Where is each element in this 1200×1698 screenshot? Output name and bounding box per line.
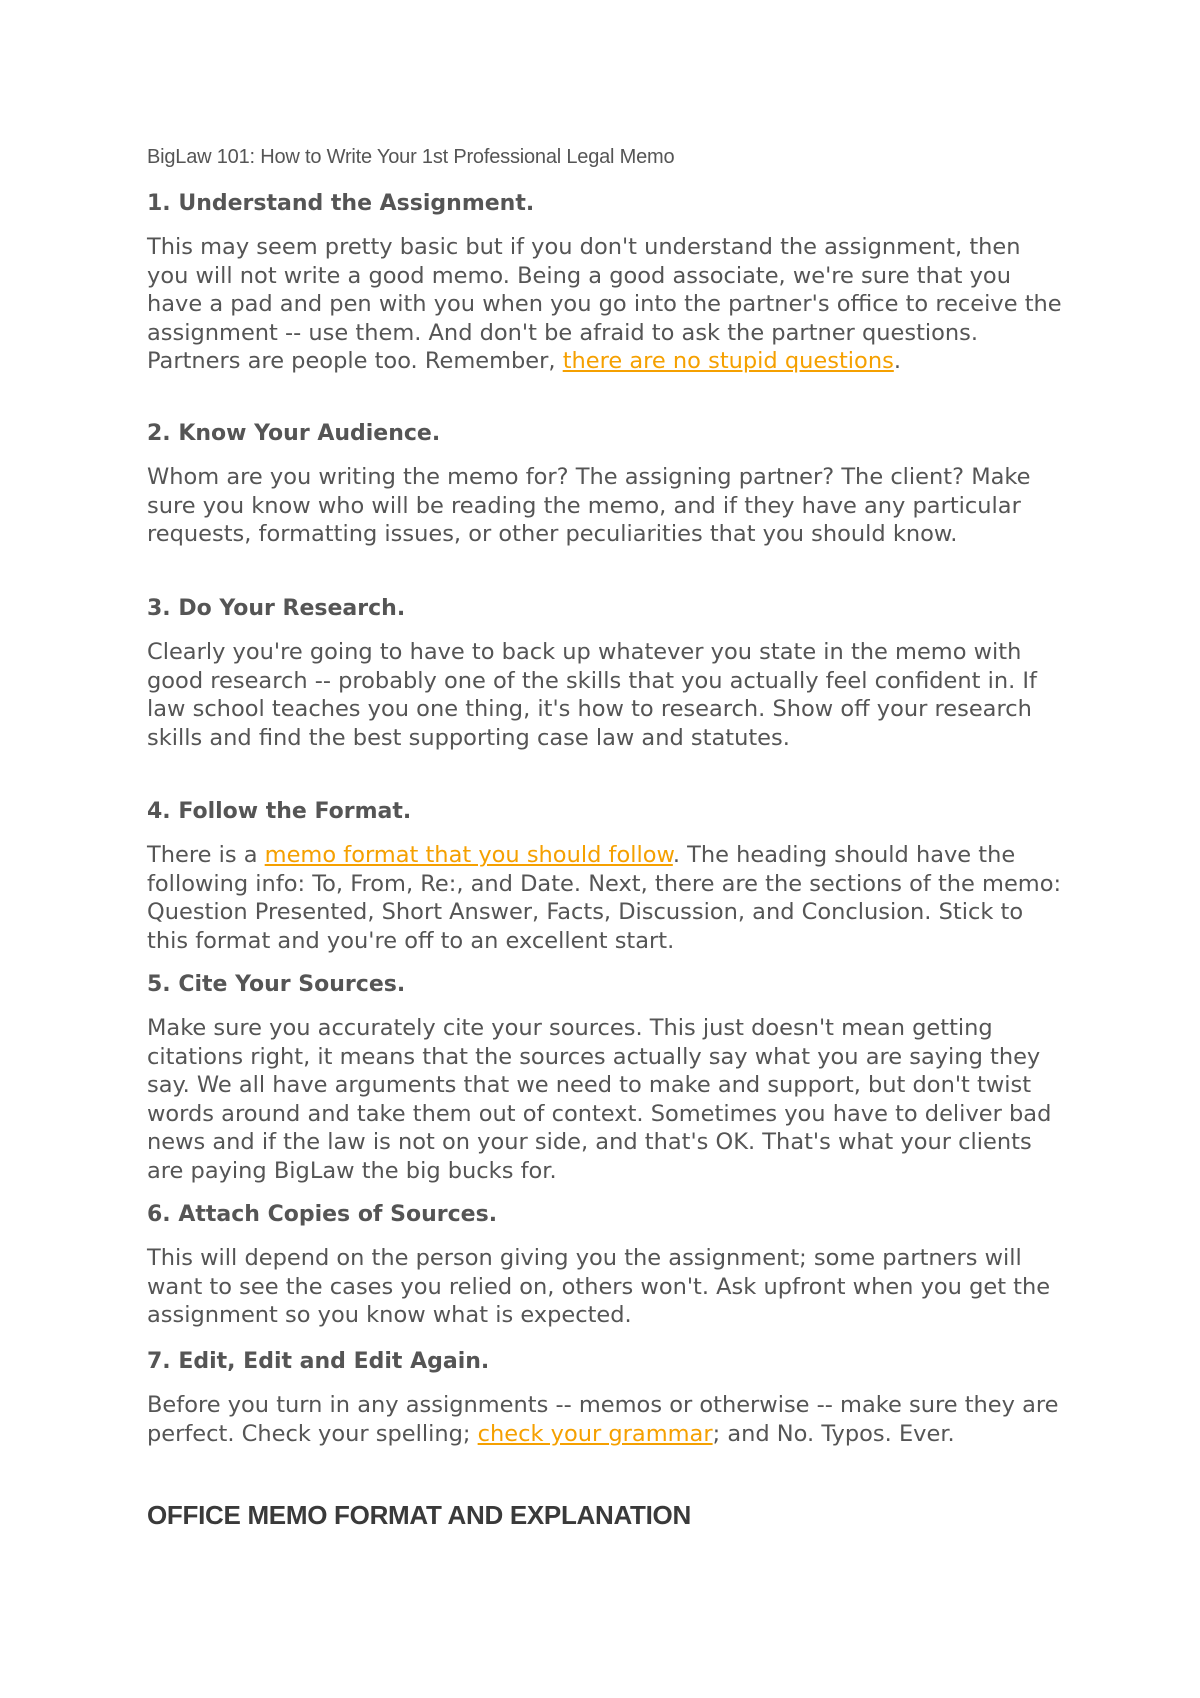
section-understand-assignment [147, 190, 1067, 376]
section-attach-copies [147, 1201, 1067, 1330]
document-title: BigLaw 101: How to Write Your 1st Professional Legal Memo [147, 146, 675, 168]
section-body: Make sure you accurately cite your sources. This just doesn't mean getting citations right, it means that the sources actually say what you are saying they say. We all have arguments that we need to make and support, but don't twist words around and take them out of context. Sometimes you have to deliver bad news and if the law is not on your side, and that's OK. That's what your clients are paying BigLaw the big bucks for. [147, 1015, 1052, 1184]
section-cite-sources [147, 971, 1067, 1185]
body-text: ; and No. Typos. Ever. [712, 1420, 955, 1447]
section-do-research [147, 595, 1067, 752]
memo-format-link[interactable]: memo format that you should follow [264, 842, 673, 868]
section-body: This will depend on the person giving you the assignment; some partners will want to see the cases you relied on, others won't. Ask upfront when you get the assignment so you know what is expected. [147, 1245, 1051, 1328]
section-heading: 2. Know Your Audience. [147, 421, 441, 446]
section-body [147, 841, 1067, 955]
office-memo-heading: OFFICE MEMO FORMAT AND EXPLANATION [147, 1500, 691, 1530]
section-heading: 1. Understand the Assignment. [147, 191, 535, 216]
section-heading: 6. Attach Copies of Sources. [147, 1202, 498, 1227]
stupid-questions-link[interactable]: there are no stupid questions [562, 348, 894, 374]
section-know-audience [147, 420, 1067, 549]
section-heading: 5. Cite Your Sources. [147, 972, 406, 997]
body-text: . [893, 348, 901, 374]
section-follow-format [147, 798, 1067, 955]
section-heading: 3. Do Your Research. [147, 596, 406, 621]
section-body [147, 1391, 1067, 1448]
body-text: . The heading should have the following info: To, From, Re:, and Date. Next, there are the sections of the memo: Question Presented, Short Answer, Facts, Discussion, and Conclusion. Stick to this format and you're off to an excellent start. [147, 842, 1062, 954]
section-heading: 7. Edit, Edit and Edit Again. [147, 1349, 490, 1374]
body-text: Before you turn in any assignments -- memos or otherwise -- make sure they are perfect. Check your spelling; [147, 1392, 1059, 1447]
check-grammar-link[interactable]: check your grammar [477, 1420, 713, 1447]
section-body [147, 233, 1067, 376]
section-body: Whom are you writing the memo for? The assigning partner? The client? Make sure you know who will be reading the memo, and if they have any particular requests, formatting issues, or other peculiarities that you should know. [147, 464, 1031, 547]
body-text: This may seem pretty basic but if you don't understand the assignment, then you will not write a good memo. Being a good associate, we're sure that you have a pad and pen with you when you go into the partner's office to receive the assignment -- use them. And don't be afraid to ask the partner questions. Partners are people too. Remember, [147, 234, 1062, 374]
section-heading: 4. Follow the Format. [147, 799, 412, 824]
section-edit-again [147, 1348, 1067, 1448]
section-body: Clearly you're going to have to back up whatever you state in the memo with good research -- probably one of the skills that you actually feel confident in. If law school teaches you one thing, it's how to research. Show off your research skills and find the best supporting case law and statutes. [147, 639, 1037, 751]
body-text: There is a [147, 842, 265, 868]
